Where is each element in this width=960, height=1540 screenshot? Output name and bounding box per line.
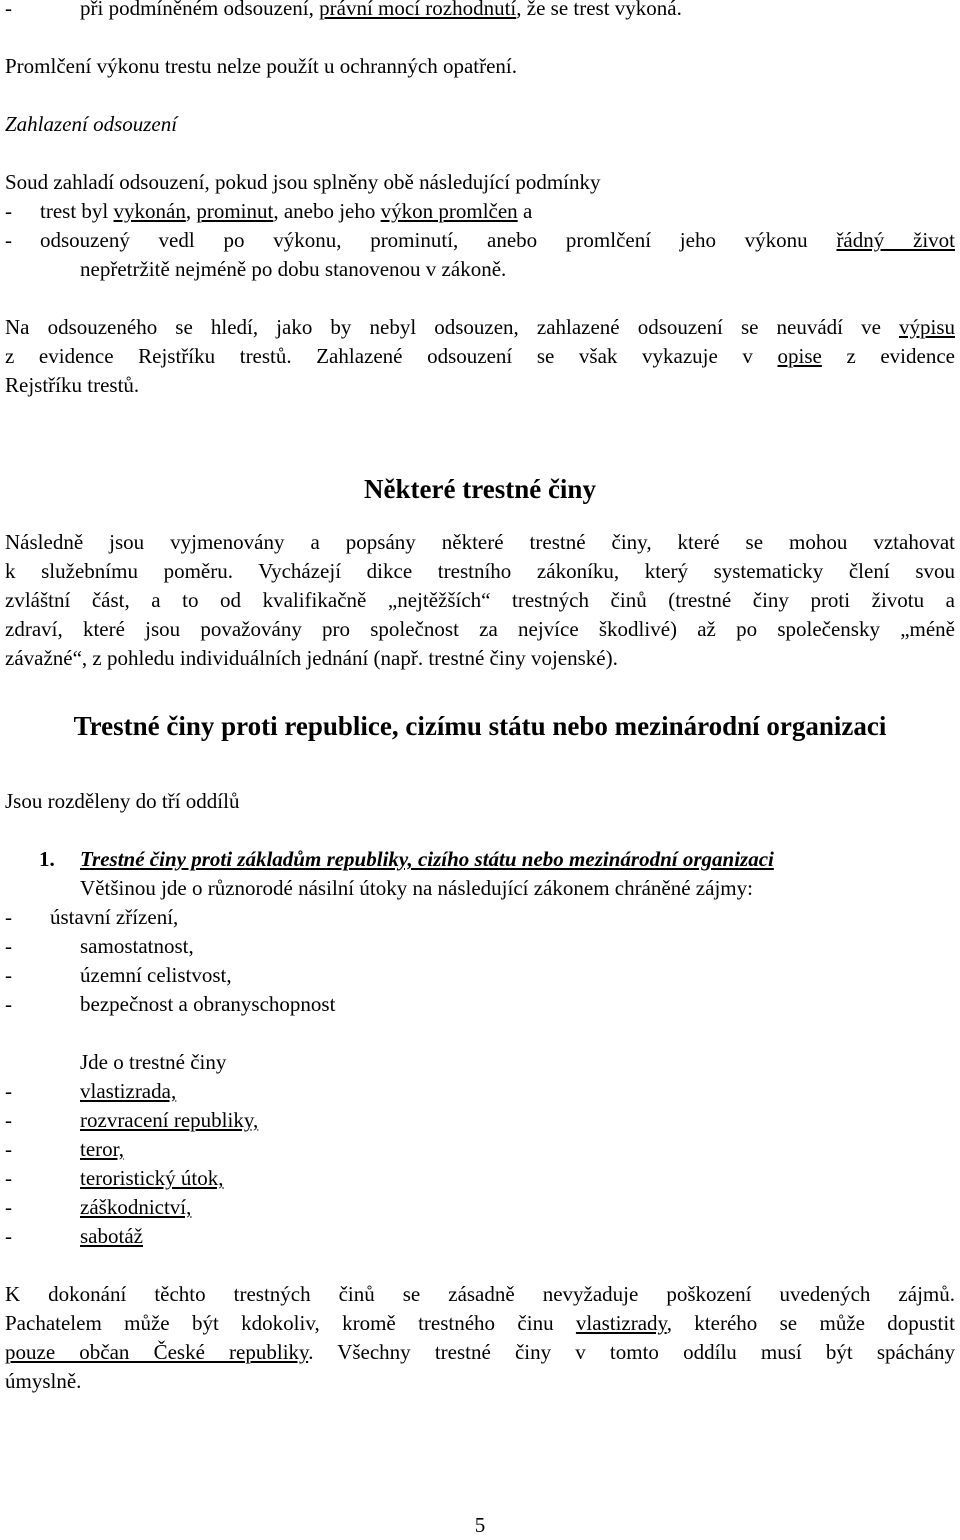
oddil-intro: Většinou jde o různorodé násilní útoky na následující zákonem chráněné zájmy: bbox=[80, 876, 753, 900]
underlined-term: teror, bbox=[80, 1137, 125, 1161]
list-item bbox=[5, 226, 955, 255]
text-line: Následně jsou vyjmenovány a popsány některé trestné činy, které se mohou vztahovat bbox=[5, 530, 955, 554]
text: ústavní zřízení, bbox=[50, 905, 179, 929]
underlined-term: vykonán bbox=[113, 199, 186, 223]
bullet-dash: - bbox=[5, 963, 12, 987]
text: při podmíněném odsouzení, bbox=[80, 0, 320, 20]
text-line: k služebnímu poměru. Vycházejí dikce trestního zákoníku, který systematicky člení svou bbox=[5, 559, 955, 583]
list-item bbox=[5, 0, 955, 23]
underlined-term: vlastizrady bbox=[575, 1311, 667, 1335]
bullet-dash: - bbox=[5, 934, 12, 958]
text-line: K dokonání těchto trestných činů se zásadně nevyžaduje poškození uvedených zájmů. bbox=[5, 1282, 955, 1306]
bullet-dash: - bbox=[5, 1166, 12, 1190]
text: odsouzený vedl po výkonu, prominutí, anebo promlčení jeho výkonu bbox=[40, 228, 837, 252]
list-item bbox=[5, 1193, 955, 1222]
list-item bbox=[5, 932, 955, 961]
paragraph-nahled bbox=[5, 313, 955, 400]
text: trest byl bbox=[40, 199, 114, 223]
underlined-term: rozvracení republiky, bbox=[80, 1108, 259, 1132]
text-line: zvláštní část, a to od kvalifikačně „nejtěžších“ trestných činů (trestné činy proti životu a bbox=[5, 588, 955, 612]
text: , že se trest vykoná. bbox=[516, 0, 682, 20]
bullet-dash: - bbox=[5, 905, 12, 929]
underlined-term: sabotáž bbox=[80, 1224, 143, 1248]
list-item bbox=[5, 1077, 955, 1106]
bullet-dash: - bbox=[5, 0, 12, 20]
ciny-list bbox=[5, 1077, 955, 1251]
underlined-term: právní mocí rozhodnutí bbox=[319, 0, 517, 20]
paragraph-nasledne bbox=[5, 528, 955, 673]
underlined-term: záškodnictví, bbox=[80, 1195, 192, 1219]
bullet-dash: - bbox=[5, 1195, 12, 1219]
paragraph-jsou-rozdeleny: Jsou rozděleny do tří oddílů bbox=[5, 789, 240, 813]
list-item bbox=[5, 1222, 955, 1251]
underlined-term: prominut bbox=[196, 199, 274, 223]
list-item bbox=[5, 961, 955, 990]
bullet-dash: - bbox=[5, 199, 12, 223]
text-line: závažné“, z pohledu individuálních jednání (např. trestné činy vojenské). bbox=[5, 646, 618, 670]
paragraph-soud: Soud zahladí odsouzení, pokud jsou splněny obě následující podmínky bbox=[5, 170, 601, 194]
list-item bbox=[5, 990, 955, 1019]
text-line: zdraví, které jsou považovány pro společnost za nejvíce škodlivé) až po společensky „méně bbox=[5, 617, 955, 641]
list-item bbox=[5, 197, 955, 226]
text: , kterého se může dopustit bbox=[666, 1311, 955, 1335]
text: z evidence Rejstříku trestů. Zahlazené odsouzení se však vykazuje v bbox=[5, 344, 778, 368]
oddil-number: 1. bbox=[39, 847, 55, 871]
bullet-dash: - bbox=[5, 228, 12, 252]
heading-nektere-trestne-ciny: Některé trestné činy bbox=[364, 474, 596, 504]
text: , anebo jeho bbox=[273, 199, 381, 223]
text: bezpečnost a obranyschopnost bbox=[80, 992, 336, 1016]
text: územní celistvost, bbox=[80, 963, 232, 987]
oddil-heading bbox=[5, 845, 955, 874]
paragraph-promlceni: Promlčení výkonu trestu nelze použít u ochranných opatření. bbox=[5, 54, 518, 78]
underlined-term: teroristický útok, bbox=[80, 1166, 224, 1190]
text-line: úmyslně. bbox=[5, 1369, 82, 1393]
bullet-dash: - bbox=[5, 1224, 12, 1248]
text: , bbox=[185, 199, 197, 223]
text: Rejstříku trestů. bbox=[5, 373, 140, 397]
text: samostatnost, bbox=[80, 934, 194, 958]
paragraph-dokonani bbox=[5, 1280, 955, 1396]
bullet-dash: - bbox=[5, 992, 12, 1016]
text: a bbox=[517, 199, 533, 223]
section-heading-zahlazeni: Zahlazení odsouzení bbox=[5, 112, 178, 136]
list-item bbox=[5, 1164, 955, 1193]
list-item-continuation: nepřetržitě nejméně po dobu stanovenou v zákoně. bbox=[80, 257, 507, 281]
list-item bbox=[5, 903, 955, 932]
text: z evidence bbox=[821, 344, 955, 368]
bullet-dash: - bbox=[5, 1108, 12, 1132]
bullet-dash: - bbox=[5, 1079, 12, 1103]
underlined-term: pouze občan České republiky bbox=[5, 1340, 309, 1364]
document-page bbox=[5, 0, 955, 1396]
oddil-title: Trestné činy proti základům republiky, cizího státu nebo mezinárodní organizaci bbox=[80, 847, 774, 871]
bullet-dash: - bbox=[5, 1137, 12, 1161]
heading-trestne-ciny-proti-republice: Trestné činy proti republice, cizímu státu nebo mezinárodní organizaci bbox=[73, 711, 887, 741]
jde-o-trestne-ciny: Jde o trestné činy bbox=[80, 1050, 227, 1074]
text: Na odsouzeného se hledí, jako by nebyl odsouzen, zahlazené odsouzení se neuvádí ve bbox=[5, 315, 899, 339]
underlined-term: řádný život bbox=[836, 228, 955, 252]
zajmy-list bbox=[5, 903, 955, 1019]
list-item bbox=[5, 1106, 955, 1135]
underlined-term: výpisu bbox=[898, 315, 955, 339]
underlined-term: opise bbox=[777, 344, 822, 368]
page-number: 5 bbox=[474, 1513, 486, 1537]
list-item bbox=[5, 1135, 955, 1164]
text: Pachatelem může být kdokoliv, kromě trestného činu bbox=[5, 1311, 576, 1335]
underlined-term: výkon promlčen bbox=[380, 199, 518, 223]
underlined-term: vlastizrada, bbox=[80, 1079, 177, 1103]
text: . Všechny trestné činy v tomto oddílu musí být spáchány bbox=[308, 1340, 955, 1364]
